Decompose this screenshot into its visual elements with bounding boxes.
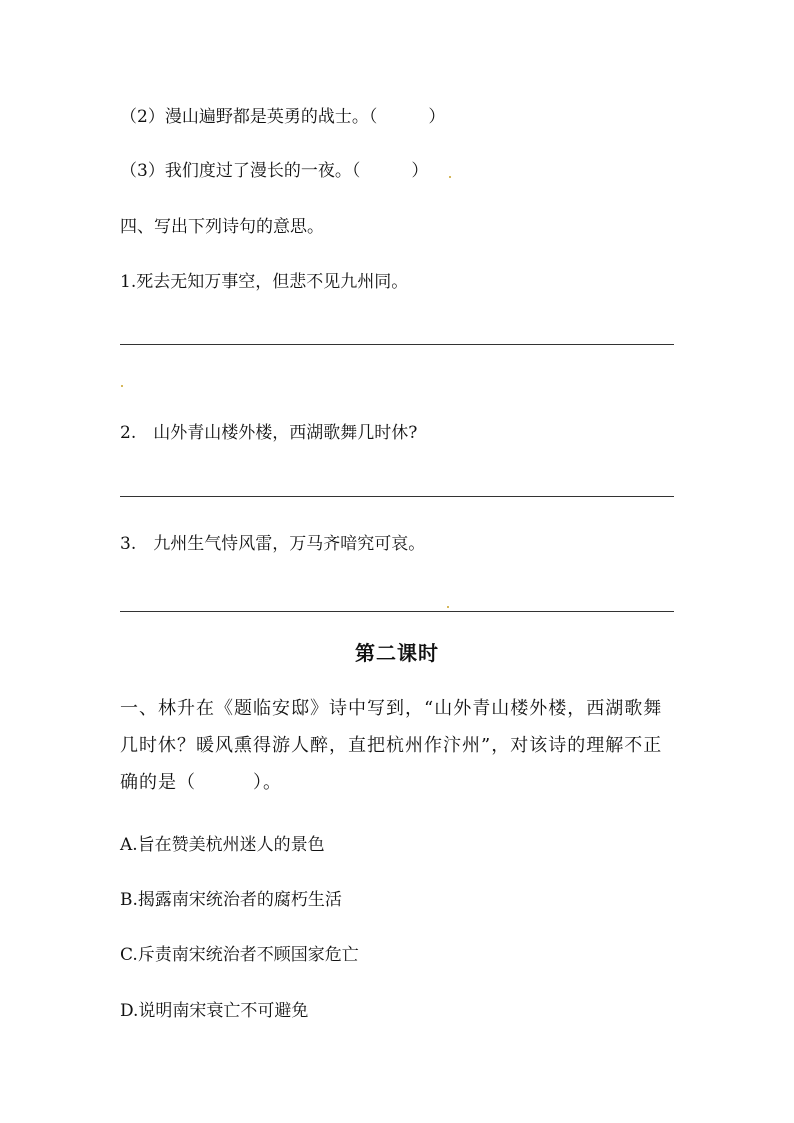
option-b: B.揭露南宋统治者的腐朽生活 (120, 890, 342, 910)
option-d: D.说明南宋衰亡不可避免 (120, 1001, 309, 1021)
option-c: C.斥责南宋统治者不顾国家危亡 (120, 945, 359, 965)
section-four-title: 四、写出下列诗句的意思。 (120, 217, 324, 237)
answer-line-3 (120, 611, 674, 612)
lesson-title: 第二课时 (355, 641, 439, 665)
stray-mark (447, 606, 449, 608)
stray-mark (449, 176, 451, 178)
poem-line-3: 3. 九州生气恃风雷，万马齐喑究可哀。 (120, 534, 426, 554)
fill-blank-item-2: （2）漫山遍野都是英勇的战士。（ ） (120, 107, 446, 127)
stray-mark (121, 385, 123, 387)
option-a: A.旨在赞美杭州迷人的景色 (120, 835, 325, 855)
poem-line-2: 2. 山外青山楼外楼，西湖歌舞几时休? (120, 423, 418, 443)
answer-line-1 (120, 344, 674, 345)
question-stem: 一、林升在《题临安邸》诗中写到，“山外青山楼外楼，西湖歌舞几时休？暖风熏得游人醉，直把杭州作汴州”，对该诗的理解不正确的是（ ）。 (120, 698, 663, 793)
poem-line-1: 1.死去无知万事空，但悲不见九州同。 (120, 272, 409, 292)
fill-blank-item-3: （3）我们度过了漫长的一夜。（ ） (120, 161, 429, 181)
answer-line-2 (120, 496, 674, 497)
